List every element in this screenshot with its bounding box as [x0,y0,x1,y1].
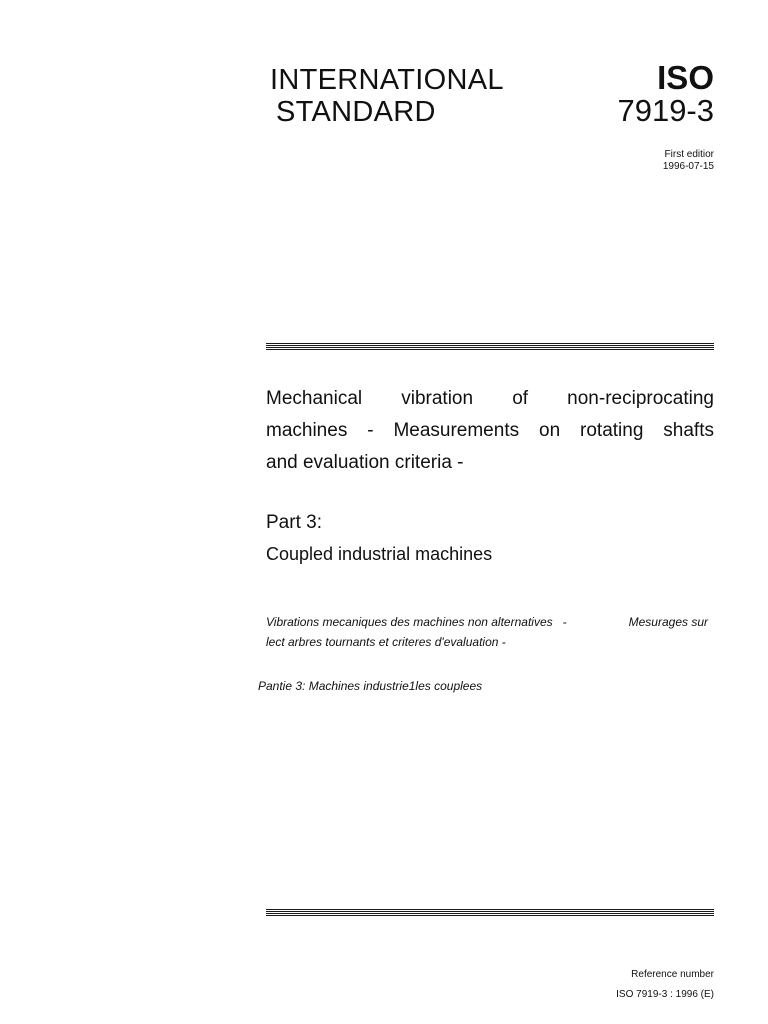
french-title-line-2: lect arbres tournants et criteres d'evaluation - [266,635,506,649]
title-word: vibration [401,388,474,409]
part-label: Part 3: [266,512,322,533]
document-type-line1: INTERNATIONAL [270,64,504,96]
title-word: Mechanical [266,388,363,409]
title-word: rotating [580,420,644,441]
title-word: on [539,420,561,441]
title-line-3: and evaluation criteria - [266,452,464,473]
title-word: shafts [663,420,714,441]
french-title-line-1 [266,613,708,631]
title-word: - [367,420,374,441]
reference-number: ISO 7919-3 : 1996 (E) [616,989,714,1000]
reference-number-label: Reference number [631,969,714,980]
part-title: Coupled industrial machines [266,544,493,564]
top-rule-divider [266,343,714,351]
french-part-title: Pantie 3: Machines industrie1les couplees [258,679,483,693]
title-word: of [512,388,529,409]
title-line-1 [266,383,714,415]
title-word: non-reciprocating [567,388,714,409]
iso-number: 7919-3 [617,93,714,128]
french-title-left: Vibrations mecaniques des machines non alternatives - [266,615,567,629]
french-title-right: Mesurages sur [628,615,708,629]
edition-date: 1996-07-15 [662,161,714,172]
document-type-line2: STANDARD [276,96,436,128]
edition-label: First editior [664,149,714,160]
bottom-rule-divider [266,909,714,917]
title-word: Measurements [393,420,520,441]
iso-label: ISO [657,59,714,96]
title-word: machines [266,420,348,441]
title-line-2 [266,415,714,447]
